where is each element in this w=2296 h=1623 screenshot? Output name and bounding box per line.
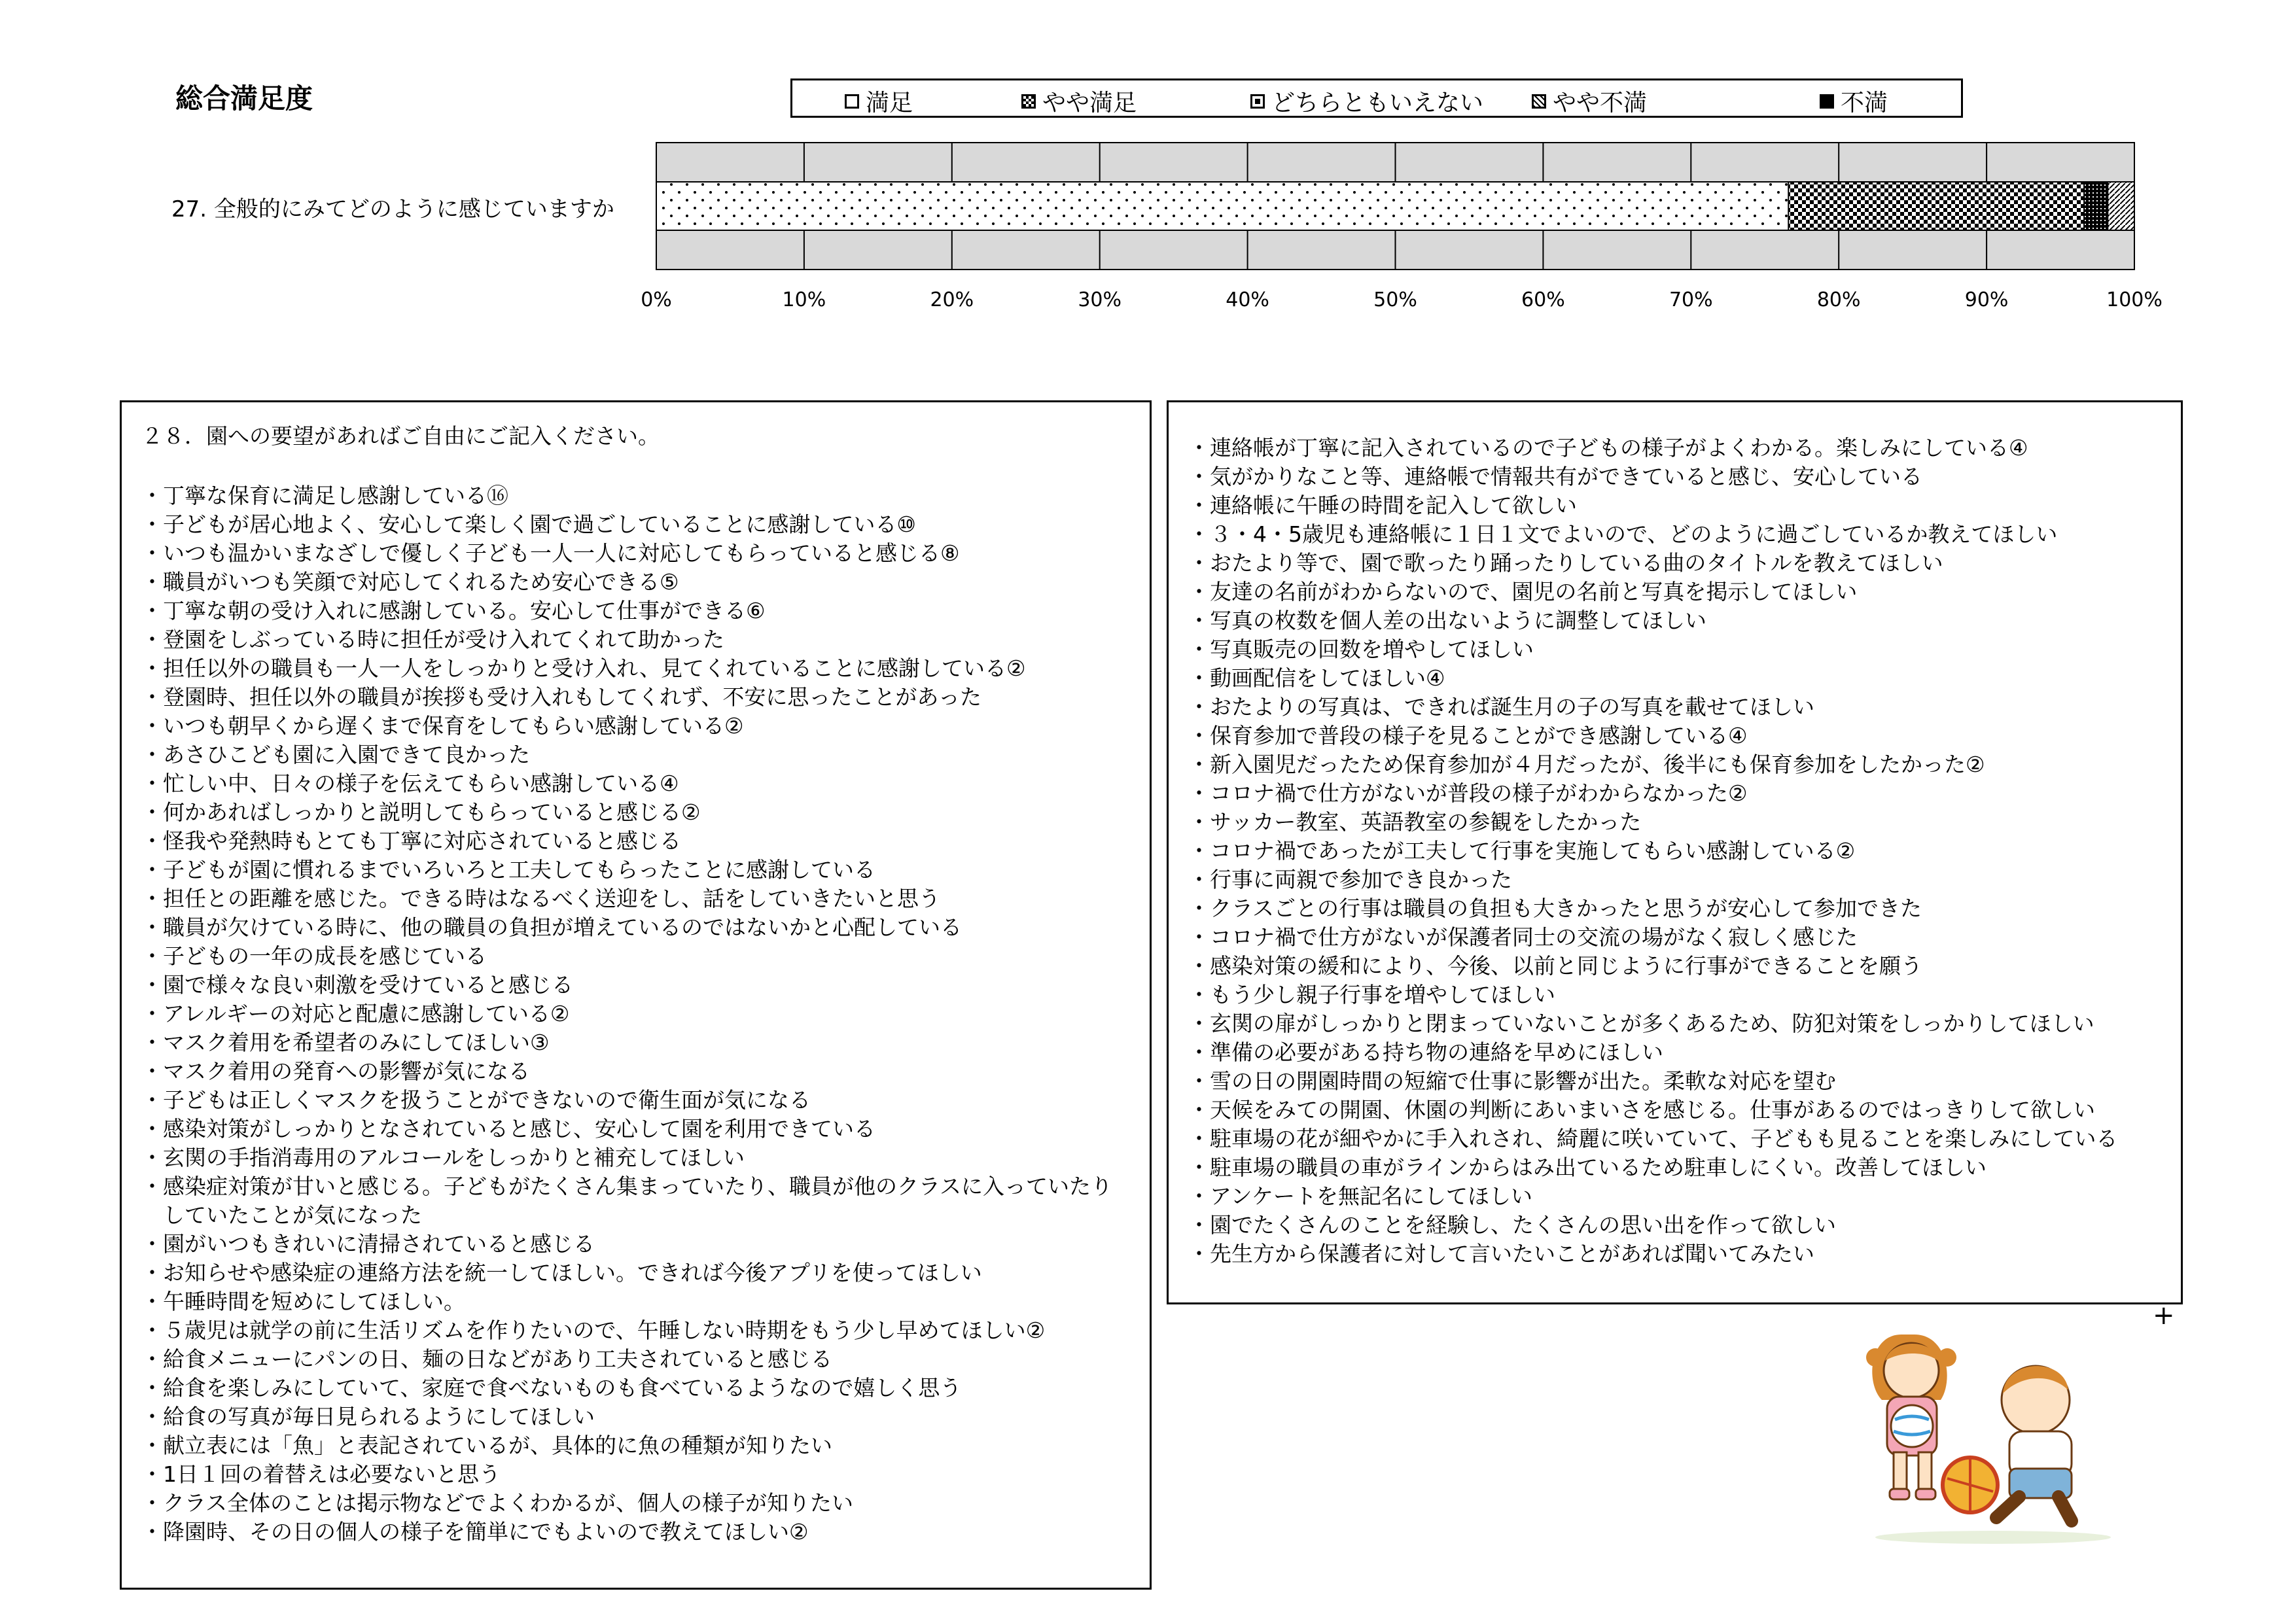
comments-list-right: [1169, 402, 2181, 1268]
bar-segment-1: [1788, 182, 2084, 230]
comment-item: ・登園をしぶっている時に担任が受け入れてくれて助かった: [141, 627, 724, 652]
satisfaction-bar-chart: [0, 0, 2296, 340]
comment-item: ・お知らせや感染症の連絡方法を統一してほしい。できれば今後アプリを使ってほしい: [141, 1260, 982, 1285]
comment-item: ・駐車場の職員の車がラインからはみ出ているため駐車しにくい。改善してほしい: [1188, 1155, 1987, 1180]
page-title: 総合満足度: [175, 82, 313, 114]
comment-item: ・アンケートを無記名にしてほしい: [1188, 1183, 1533, 1209]
comment-item: ・保育参加で普段の様子を見ることができ感謝している④: [1188, 723, 1748, 748]
comment-item: ・おたよりの写真は、できれば誕生月の子の写真を載せてほしい: [1188, 694, 1814, 720]
comment-item: ・何かあればしっかりと説明してもらっていると感じる②: [141, 799, 701, 825]
comment-item: ・丁寧な保育に満足し感謝している⑯: [141, 483, 508, 508]
comments-box-left: [120, 400, 1152, 1590]
x-tick-label: 0%: [641, 288, 672, 311]
comments-list-left: [122, 481, 1150, 1546]
comment-item: ・５歳児は就学の前に生活リズムを作りたいので、午睡しない時期をもう少し早めてほしい②: [141, 1318, 1046, 1343]
comment-item: ・クラス全体のことは掲示物などでよくわかるが、個人の様子が知りたい: [141, 1490, 854, 1516]
x-tick-label: 10%: [782, 288, 826, 311]
comment-item: ・献立表には「魚」と表記されているが、具体的に魚の種類が知りたい: [141, 1433, 832, 1458]
comment-item: ・感染対策がしっかりとなされていると感じ、安心して園を利用できている: [141, 1116, 875, 1142]
x-tick-label: 70%: [1669, 288, 1713, 311]
comment-item: ・コロナ禍で仕方がないが普段の様子がわからなかった②: [1188, 780, 1748, 806]
comment-item: ・午睡時間を短めにしてほしい。: [141, 1289, 465, 1314]
comment-item: ・給食の写真が毎日見られるようにしてほしい: [141, 1404, 595, 1429]
comment-item: ・給食を楽しみにしていて、家庭で食べないものも食べているようなので嬉しく思う: [141, 1375, 962, 1401]
children-playing-illustration: [1856, 1321, 2117, 1563]
x-tick-label: 40%: [1226, 288, 1269, 311]
question-27-label: 27. 全般的にみてどのように感じていますか: [171, 196, 614, 222]
x-tick-label: 20%: [930, 288, 974, 311]
comment-item: ・友達の名前がわからないので、園児の名前と写真を掲示してほしい: [1188, 579, 1858, 604]
bar-segment-2: [2084, 182, 2108, 230]
legend-label: やや満足: [1042, 90, 1137, 116]
comment-item: ・動画配信をしてほしい④: [1188, 665, 1445, 691]
comment-item: ・忙しい中、日々の様子を伝えてもらい感謝している④: [141, 771, 679, 796]
question-28-heading: ２８．園への要望があればご自由にご記入ください。: [141, 423, 660, 449]
x-tick-label: 90%: [1964, 288, 2009, 311]
comments-box-right: [1167, 400, 2183, 1304]
comment-item: ・コロナ禍であったが工夫して行事を実施してもらい感謝している②: [1188, 838, 1856, 864]
comment-item: ・園でたくさんのことを経験し、たくさんの思い出を作って欲しい: [1188, 1212, 1836, 1238]
comment-item: ・写真の枚数を個人差の出ないように調整してほしい: [1188, 608, 1706, 633]
comment-item: ・マスク着用の発育への影響が気になる: [141, 1058, 530, 1084]
comment-item: ・担任との距離を感じた。できる時はなるべく送迎をし、話をしていきたいと思う: [141, 886, 940, 911]
comment-item: ・もう少し親子行事を増やしてほしい: [1188, 982, 1555, 1007]
comment-item: ・感染対策の緩和により、今後、以前と同じように行事ができることを願う: [1188, 953, 1922, 979]
comment-item: ・アレルギーの対応と配慮に感謝している②: [141, 1001, 570, 1026]
comment-item: ・行事に両親で参加でき良かった: [1188, 867, 1512, 892]
comment-item: ・子どもの一年の成長を感じている: [141, 943, 487, 969]
comment-item: ・1日１回の着替えは必要ないと思う: [141, 1461, 501, 1487]
x-tick-label: 50%: [1373, 288, 1417, 311]
comment-item: ・雪の日の開園時間の短縮で仕事に影響が出た。柔軟な対応を望む: [1188, 1068, 1836, 1094]
comment-item: ・登園時、担任以外の職員が挨拶も受け入れもしてくれず、不安に思ったことがあった: [141, 684, 982, 710]
comment-item: ・連絡帳が丁寧に記入されているので子どもの様子がよくわかる。楽しみにしている④: [1188, 435, 2028, 461]
comment-item: ・玄関の手指消毒用のアルコールをしっかりと補充してほしい: [141, 1145, 745, 1170]
comment-item: ・連絡帳に午睡の時間を記入して欲しい: [1188, 493, 1577, 518]
plus-mark: +: [2153, 1300, 2175, 1331]
x-tick-label: 60%: [1521, 288, 1565, 311]
comment-item: ・感染症対策が甘いと感じる。子どもがたくさん集まっていたり、職員が他のクラスに入っていたり していたことが気になった: [141, 1174, 1113, 1228]
comment-item: ・降園時、その日の個人の様子を簡単にでもよいので教えてほしい②: [141, 1519, 809, 1544]
comment-item: ・園がいつもきれいに清掃されていると感じる: [141, 1231, 595, 1257]
comment-item: ・コロナ禍で仕方がないが保護者同士の交流の場がなく寂しく感じた: [1188, 924, 1858, 950]
comment-item: ・いつも温かいまなざしで優しく子ども一人一人に対応してもらっていると感じる⑧: [141, 540, 960, 566]
comment-item: ・クラスごとの行事は職員の負担も大きかったと思うが安心して参加できた: [1188, 896, 1922, 921]
x-tick-label: 80%: [1816, 288, 1861, 311]
comment-item: ・担任以外の職員も一人一人をしっかりと受け入れ、見てくれていることに感謝している②: [141, 655, 1026, 681]
bar-segment-0: [656, 182, 1788, 230]
comment-item: ・新入園児だったため保育参加が４月だったが、後半にも保育参加をしたかった②: [1188, 752, 1985, 777]
comment-item: ・３・4・5歳児も連絡帳に１日１文でよいので、どのように過ごしているか教えてほしい: [1188, 521, 2058, 547]
comment-item: ・写真販売の回数を増やしてほしい: [1188, 637, 1534, 662]
comment-item: ・丁寧な朝の受け入れに感謝している。安心して仕事ができる⑥: [141, 598, 766, 623]
legend-label: 不満: [1841, 90, 1888, 116]
x-tick-label: 30%: [1078, 288, 1122, 311]
comment-item: ・子どもが居心地よく、安心して楽しく園で過ごしていることに感謝している⑩: [141, 512, 916, 537]
comment-item: ・いつも朝早くから遅くまで保育をしてもらい感謝している②: [141, 713, 744, 739]
comment-item: ・子どもは正しくマスクを扱うことができないので衛生面が気になる: [141, 1087, 811, 1113]
legend-label: 満足: [866, 90, 913, 116]
comment-item: ・職員がいつも笑顔で対応してくれるため安心できる⑤: [141, 569, 679, 595]
comment-item: ・あさひこども園に入園できて良かった: [141, 742, 530, 767]
comment-item: ・怪我や発熱時もとても丁寧に対応されていると感じる: [141, 828, 681, 854]
comment-item: ・おたより等で、園で歌ったり踊ったりしている曲のタイトルを教えてほしい: [1188, 550, 1943, 576]
comment-item: ・職員が欠けている時に、他の職員の負担が増えているのではないかと心配している: [141, 915, 962, 940]
comment-item: ・先生方から保護者に対して言いたいことがあれば聞いてみたい: [1188, 1241, 1814, 1266]
legend-label: やや不満: [1553, 90, 1648, 116]
comment-item: ・マスク着用を希望者のみにしてほしい③: [141, 1030, 550, 1055]
comment-item: ・サッカー教室、英語教室の参観をしたかった: [1188, 809, 1642, 835]
legend-label: どちらともいえない: [1271, 90, 1484, 116]
comment-item: ・玄関の扉がしっかりと閉まっていないことが多くあるため、防犯対策をしっかりしてほしい: [1188, 1011, 2094, 1036]
comment-item: ・園で様々な良い刺激を受けていると感じる: [141, 972, 573, 998]
comment-item: ・天候をみての開園、休園の判断にあいまいさを感じる。仕事があるのではっきりして欲しい: [1188, 1097, 2095, 1123]
comment-item: ・気がかりなこと等、連絡帳で情報共有ができていると感じ、安心している: [1188, 464, 1922, 489]
comment-item: ・子どもが園に慣れるまでいろいろと工夫してもらったことに感謝している: [141, 857, 875, 882]
x-tick-label: 100%: [2106, 288, 2163, 311]
comment-item: ・給食メニューにパンの日、麺の日などがあり工夫されていると感じる: [141, 1346, 832, 1372]
comment-item: ・準備の必要がある持ち物の連絡を早めにほしい: [1188, 1039, 1663, 1065]
bar-segment-3: [2108, 182, 2134, 230]
comment-item: ・駐車場の花が細やかに手入れされ、綺麗に咲いていて、子どもも見ることを楽しみにしている: [1188, 1126, 2118, 1151]
